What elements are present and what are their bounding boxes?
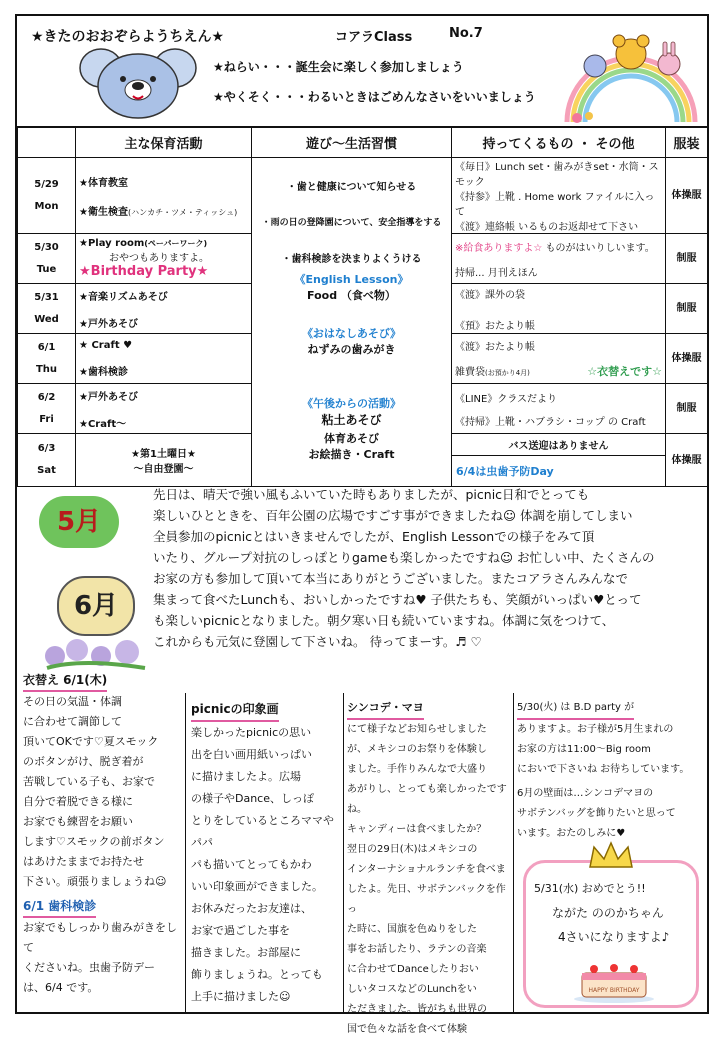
column-line: 翌日の29日(木)はメキシコの: [347, 844, 478, 855]
column-line: お家の方は11:00～Big room: [517, 744, 651, 755]
column-line: 頂いてOKです♡夏スモック: [23, 735, 159, 748]
column-title: picnicの印象画: [191, 698, 279, 722]
column-line: に描けましたよ。広場: [191, 770, 301, 783]
column-line: に合わせてDanceしたりおい: [347, 964, 479, 975]
column-line: くださいね。虫歯予防デー: [23, 961, 155, 974]
bring-cell: [452, 334, 666, 384]
weekday-text: Tue: [36, 263, 57, 275]
message-area: [17, 478, 707, 1035]
column-line: 国で色々な話を食べて体験: [347, 1024, 467, 1035]
column-line: は、6/4 です。: [23, 981, 99, 994]
play-item: ・雨の日の登降園について、安全指導をする: [261, 218, 442, 228]
date-cell: [18, 334, 76, 384]
header-cell-clothing: 服装: [666, 127, 708, 158]
header-cell-play: 遊び～生活習慣: [252, 127, 452, 158]
story-play-label: 《おはなしあそび》: [301, 327, 402, 340]
column-line: 自分で着脱できる様に: [23, 795, 133, 808]
column-divider: [185, 693, 186, 1013]
date-text: 6/2: [37, 391, 56, 403]
activity-text: ★歯科検診: [79, 366, 128, 378]
column-line: 6月の壁面は…シンコデマヨの: [517, 788, 654, 799]
date-text: 6/3: [37, 443, 56, 454]
birthday-message: [534, 877, 669, 949]
date-cell: [18, 158, 76, 234]
date-text: 5/29: [34, 178, 59, 190]
column-line: 出を白い画用紙いっぱい: [191, 748, 312, 761]
message-line: 集まって食べたLunchも、おいしかったですね♥ 子供たちも、笑顔がいっぱい♥とって: [153, 592, 642, 607]
header-cell-activity: 主な保育活動: [76, 127, 252, 158]
column-line: に合わせて調節して: [23, 715, 122, 728]
message-line: 全員参加のpicnicとはいきませんでしたが、English Lessonでの様子をみて頂: [153, 529, 595, 544]
bus-notice: バス送迎はありません: [452, 434, 665, 456]
school-name: ★きたのおおぞらようちえん★: [31, 29, 225, 45]
play-item: ・歯科検診を決まりよくうける: [281, 254, 422, 265]
message-line: これからも元気に登園して下さいね。 待ってまーす。♬ ♡: [153, 634, 482, 649]
column-line: 5/30(火) は B.D party が: [517, 698, 634, 720]
story-play-topic: ねずみの歯みがき: [307, 343, 396, 356]
date-text: 5/30: [34, 241, 59, 253]
column-line: パも描いてとってもかわ: [191, 858, 312, 871]
column-line: の様子やDance、しっぽ: [191, 792, 314, 805]
date-cell: [18, 234, 76, 284]
weekday-text: Sat: [37, 465, 56, 476]
weekday-text: Fri: [39, 413, 54, 425]
clothing-cell: 体操服: [666, 434, 708, 487]
birthday-line: 5/31(水) おめでとう!!: [534, 882, 646, 895]
activity-note: (ペーパーワーク): [144, 239, 208, 248]
column-line: ありますよ。お子様が5月生まれの: [517, 724, 674, 735]
column-line: のボタンがけ、脱ぎ着が: [23, 755, 144, 768]
clothing-cell: 体操服: [666, 158, 708, 234]
clothing-cell: 制服: [666, 384, 708, 434]
activity-cell: [76, 334, 252, 384]
activity-text: ～自由登園～: [133, 464, 194, 475]
june-badge: 6月: [57, 576, 135, 636]
message-line: お家の方も参加して頂いて本当にありがとうございました。またコアラさんみんなで: [153, 571, 629, 586]
message-line: 先日は、晴天で強い風もふいていた時もありましたが、picnic日和でとっても: [153, 487, 590, 502]
weekday-text: Wed: [34, 313, 59, 325]
bring-item: 雑費袋: [455, 367, 485, 378]
activity-text: ★戸外あそび: [79, 318, 138, 330]
activity-cell: [76, 158, 252, 234]
birthday-cake-icon: [572, 959, 656, 1003]
english-lesson-topic: Food （食べ物）: [307, 289, 396, 302]
column-line: します♡スモックの前ボタン: [23, 835, 165, 848]
bring-item: 《LINE》クラスだより: [455, 393, 558, 405]
column-line: お家でも練習をお願い: [23, 815, 133, 828]
rainbow-animals-illustration: [557, 30, 705, 124]
aim-text: ★ねらい・・・誕生会に楽しく参加しましょう: [213, 60, 464, 74]
column-line: お家でもしっかり歯みがきをして: [23, 921, 177, 954]
afternoon-item: 体育あそび: [324, 432, 379, 445]
activity-cell: [76, 384, 252, 434]
column-title: シンコデ・マヨ: [347, 698, 424, 720]
lunch-notice: ※給食ありますよ☆: [455, 242, 543, 254]
column-line: その日の気温・体調: [23, 695, 122, 708]
promise-text: ★やくそく・・・わるいときはごめんなさいをいいましょう: [213, 90, 536, 104]
message-line: も楽しいpicnicとなりました。朝夕寒い日も続いていますね。体調に気をつけて、: [153, 613, 615, 628]
message-line: いたり、グループ対抗のしっぽとりgameも楽しかったですね☺ お忙しい中、たくさんの: [153, 550, 655, 565]
column-line: お家で過ごした事を: [191, 924, 290, 937]
column-line: 楽しかったpicnicの思い: [191, 726, 312, 739]
column-line: 描きました。お部屋に: [191, 946, 301, 959]
afternoon-label: 《午後からの活動》: [302, 397, 401, 410]
column-line: しいタコスなどのLunchをい: [347, 984, 477, 995]
column-divider: [513, 693, 514, 1013]
table-header-row: [18, 127, 708, 158]
crown-icon: [586, 841, 636, 869]
column-line: にて様子などお知らせしました: [347, 724, 487, 735]
bring-item: ものがはいりしいます。: [545, 242, 655, 254]
column-title: 衣替え 6/1(木): [23, 670, 107, 692]
column-line: あがりし、とっても楽しかったですね。: [347, 784, 507, 815]
activity-text: ★体育教室: [79, 177, 128, 189]
bring-item: 《持帰》上靴・ハブラシ・コップ の Craft: [455, 416, 646, 428]
bring-item: 《毎日》Lunch set・歯みがきset・水筒・スモック: [455, 162, 659, 188]
column-line: が、メキシコのお祭りを体験し: [347, 744, 487, 755]
column-line: います。おたのしみに♥: [517, 828, 626, 839]
header: [17, 16, 707, 128]
column-line: したよ。先日、サボテンバックを作っ: [347, 884, 506, 915]
activity-cell: [76, 234, 252, 284]
activity-text: ★第1土曜日★: [131, 449, 196, 460]
column-line: ました。手作りみんなで大盛り: [347, 764, 487, 775]
birthday-line: 4さいになりますよ♪: [558, 930, 670, 944]
activity-text: ★Craft～: [79, 418, 127, 430]
season-change-badge: ☆衣替えです☆: [587, 365, 662, 378]
column-line: いい印象画ができました。: [191, 880, 323, 893]
activity-text: ★音楽リズムあそび: [79, 291, 168, 303]
play-item: ・歯と健康について知らせる: [286, 182, 417, 193]
flower-snail-illustration: [41, 628, 151, 670]
table-row: [18, 158, 708, 234]
play-cell: [252, 158, 452, 487]
column-line: た時に、国旗を色ぬりをした: [347, 924, 477, 935]
column-line: お休みだったお友達は、: [191, 902, 312, 915]
column-line: 苦戦している子も、お家で: [23, 775, 155, 788]
bring-item: 《渡》課外の袋: [455, 289, 525, 301]
activity-text: ★ Craft ♥: [79, 339, 133, 351]
column-divider: [343, 693, 344, 1013]
column-line: 事をお話したり、ラテンの音楽: [347, 944, 487, 955]
column-line: においで下さいね お待ちしています。: [517, 764, 690, 775]
bring-item: 《持参》上靴 . Home work ファイルに入って: [455, 192, 655, 218]
column-picnic-drawing: [191, 698, 341, 1008]
issue-number: No.7: [449, 26, 483, 41]
cavity-day-notice: 6/4は虫歯予防Day: [456, 465, 554, 478]
column-birthday-notice: [517, 698, 703, 844]
afternoon-item: お絵描き・Craft: [308, 448, 395, 461]
header-cell-date: [18, 127, 76, 158]
column-line: 飾りましょうね。とっても: [191, 968, 323, 981]
date-cell: [18, 284, 76, 334]
column-line: キャンディーは食べましたか？: [347, 824, 487, 835]
may-badge: 5月: [39, 496, 119, 548]
koala-illustration: [79, 46, 197, 120]
bring-cell: [452, 234, 666, 284]
bring-cell: [452, 284, 666, 334]
column-clothing-change: [23, 670, 183, 998]
bring-cell: [452, 158, 666, 234]
bring-item: 持帰... 月刊えほん: [455, 267, 538, 279]
birthday-party-text: ★Birthday Party★: [79, 264, 209, 279]
activity-note: おやつもありますよ。: [109, 253, 209, 264]
class-name: コアラClass: [335, 30, 413, 45]
column-cinco-de-mayo: [347, 698, 511, 1040]
weekday-text: Mon: [34, 200, 59, 212]
newsletter-sheet: [15, 14, 709, 1035]
column-line: インターナショナルランチを食べま: [347, 864, 506, 875]
activity-text: ★戸外あそび: [79, 391, 138, 403]
column-line: 上手に描けました☺: [191, 990, 291, 1003]
bring-note: (お預かり4月): [485, 369, 530, 377]
clothing-cell: 制服: [666, 234, 708, 284]
cake-label: HAPPY BIRTHDAY: [588, 987, 640, 994]
birthday-card: [523, 860, 699, 1008]
header-cell-bring: 持ってくるもの ・ その他: [452, 127, 666, 158]
date-text: 5/31: [34, 291, 59, 303]
column-line: 下さい。頑張りましょうね☺: [23, 875, 167, 888]
birthday-line: ながた ののかちゃん: [552, 906, 664, 920]
column-line: ただきました。皆がちも世界の: [347, 1004, 487, 1015]
bring-item: 《渡》連絡帳 いるものお返却せて下さい: [455, 222, 639, 233]
weekday-text: Thu: [35, 363, 58, 375]
column-line: サボテンバッグを飾りたいと思って: [517, 808, 676, 819]
message-line: 楽しいひとときを、百年公園の広場ですごす事ができましたね☺ 体調を崩してしまい: [153, 508, 633, 523]
english-lesson-label: 《English Lesson》: [294, 273, 409, 286]
activity-text: ★Play room: [79, 238, 145, 249]
main-message: [153, 484, 701, 652]
date-text: 6/1: [37, 341, 56, 353]
clothing-cell: 制服: [666, 284, 708, 334]
weekly-schedule-table: [17, 126, 708, 487]
activity-note: (ハンカチ・ツメ・ティッシュ): [127, 207, 238, 217]
column-title: 6/1 歯科検診: [23, 896, 96, 918]
column-line: とりをしているところママやパパ: [191, 814, 334, 849]
afternoon-item: 粘土あそび: [321, 413, 382, 427]
date-cell: [18, 384, 76, 434]
activity-text: ★衛生検査: [79, 206, 128, 218]
activity-cell: [76, 284, 252, 334]
clothing-cell: 体操服: [666, 334, 708, 384]
bring-item: 《渡》おたより帳: [455, 342, 535, 353]
bring-item: 《預》おたより帳: [455, 320, 535, 332]
bring-cell: [452, 384, 666, 434]
column-line: はあけたままでお持たせ: [23, 855, 144, 868]
